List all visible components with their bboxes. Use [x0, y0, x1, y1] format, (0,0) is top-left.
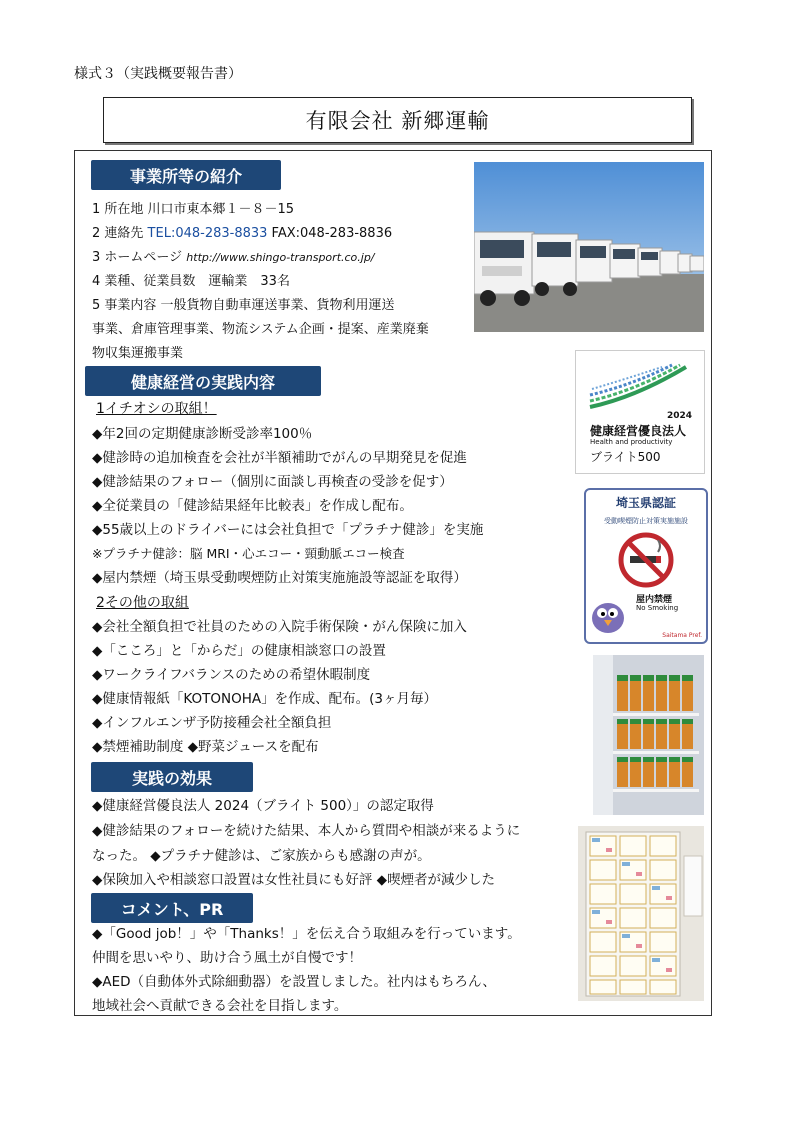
effect-line-4: ◆保険加入や相談窓口設置は女性社員にも好評 ◆喫煙者が減少した — [92, 872, 496, 888]
practice-item-6: ◆屋内禁煙（埼玉県受動喫煙防止対策実施施設等認証を取得） — [92, 570, 467, 586]
practice-item-4: ◆全従業員の「健診結果経年比較表」を作成し配布。 — [92, 498, 413, 514]
practice-item-3: ◆健診結果のフォロー（個別に面談し再検査の受診を促す） — [92, 474, 453, 490]
office-address: 1 所在地 川口市東本郷１－８－15 — [92, 202, 295, 217]
saitama-subtitle: 受動喫煙防止対策実施施設 — [604, 517, 688, 525]
office-business-3: 物収集運搬事業 — [92, 346, 184, 361]
fax-number: FAX:048-283-8836 — [267, 226, 393, 241]
mascot-bird-icon — [588, 596, 628, 636]
tel-number: TEL:048-283-8833 — [147, 226, 268, 241]
office-industry: 4 業種、従業員数 運輸業 33名 — [92, 274, 290, 289]
section-heading-effects: 実践の効果 — [91, 762, 253, 792]
kenko-title: 健康経営優良法人 — [590, 424, 687, 438]
saitama-nosmoking-logo — [584, 488, 708, 644]
practice-note: ※プラチナ健診：脳 MRI・心エコー・頸動脈エコー検査 — [92, 546, 405, 561]
company-title: 有限会社 新郷運輸 — [305, 109, 490, 133]
comment-line-2: 仲間を思いやり、助け合う風土が自慢です！ — [92, 950, 362, 966]
contact-label: 2 連絡先 — [92, 226, 148, 241]
practice-item-5: ◆55歳以上のドライバーには会社負担で「プラチナ健診」を実施 — [92, 522, 484, 538]
practice-item-2: ◆健診時の追加検査を会社が半額補助でがんの早期発見を促進 — [92, 450, 467, 466]
kenko-year: 2024 — [666, 411, 692, 421]
other-item-6: ◆禁煙補助制度 ◆野菜ジュースを配布 — [92, 739, 319, 755]
truck-fleet-photo — [474, 162, 704, 332]
section-heading-practice: 健康経営の実践内容 — [85, 366, 321, 396]
subsection-other: 2その他の取組 — [96, 595, 189, 611]
no-smoking-icon — [618, 532, 674, 588]
office-contact — [92, 225, 392, 243]
office-business-1: 5 事業内容 一般貨物自動車運送事業、貨物利用運送 — [92, 298, 395, 313]
other-item-2: ◆「こころ」と「からだ」の健康相談窓口の設置 — [92, 643, 386, 659]
kenko-subtitle: Health and productivity — [590, 438, 673, 446]
saitama-title: 埼玉県認証 — [615, 496, 676, 510]
health-management-logo — [575, 350, 705, 474]
comment-line-3: ◆AED（自動体外式除細動器）を設置しました。社内はもちろん、 — [92, 974, 496, 990]
form-label: 様式３（実践概要報告書） — [74, 66, 242, 82]
office-homepage — [92, 249, 375, 267]
homepage-url[interactable]: http://www.shingo-transport.co.jp/ — [186, 251, 375, 264]
juice-fridge-photo — [593, 655, 704, 815]
other-item-4: ◆健康情報紙「KOTONOHA」を作成、配布。(3ヶ月毎） — [92, 691, 437, 707]
effect-line-2: ◆健診結果のフォローを続けた結果、本人から質問や相談が来るように — [92, 823, 521, 839]
other-item-1: ◆会社全額負担で社員のための入院手術保険・がん保険に加入 — [92, 619, 467, 635]
office-business-2: 事業、倉庫管理事業、物流システム企画・提案、産業廃棄 — [92, 322, 429, 337]
comment-line-4: 地域社会へ貢献できる会社を目指します。 — [92, 998, 348, 1014]
subsection-ichioshi: 1イチオシの取組！ — [96, 401, 217, 417]
other-item-5: ◆インフルエンザ予防接種会社全額負担 — [92, 715, 332, 731]
saitama-label-jp: 屋内禁煙 — [636, 595, 673, 605]
section-heading-comment: コメント、PR — [91, 893, 253, 923]
section-heading-office: 事業所等の紹介 — [91, 160, 281, 190]
practice-item-1: ◆年2回の定期健康診断受診率100％ — [92, 426, 313, 442]
effect-line-1: ◆健康経営優良法人 2024（ブライト 500）」の認定取得 — [92, 798, 434, 814]
kenko-emblem-icon — [576, 357, 704, 417]
saitama-footer: Saitama Pref. — [662, 632, 702, 639]
homepage-label: 3 ホームページ — [92, 250, 187, 265]
message-board-photo — [578, 826, 704, 1001]
kenko-rank: ブライト500 — [590, 450, 661, 464]
other-item-3: ◆ワークライフバランスのための希望休暇制度 — [92, 667, 371, 683]
company-title-box — [103, 97, 692, 143]
comment-line-1: ◆「Good job！」や「Thanks！」を伝え合う取組みを行っています。 — [92, 926, 521, 942]
saitama-label-en: No Smoking — [636, 604, 679, 612]
effect-line-3: なった。 ◆プラチナ健診は、ご家族からも感謝の声が。 — [92, 848, 431, 864]
